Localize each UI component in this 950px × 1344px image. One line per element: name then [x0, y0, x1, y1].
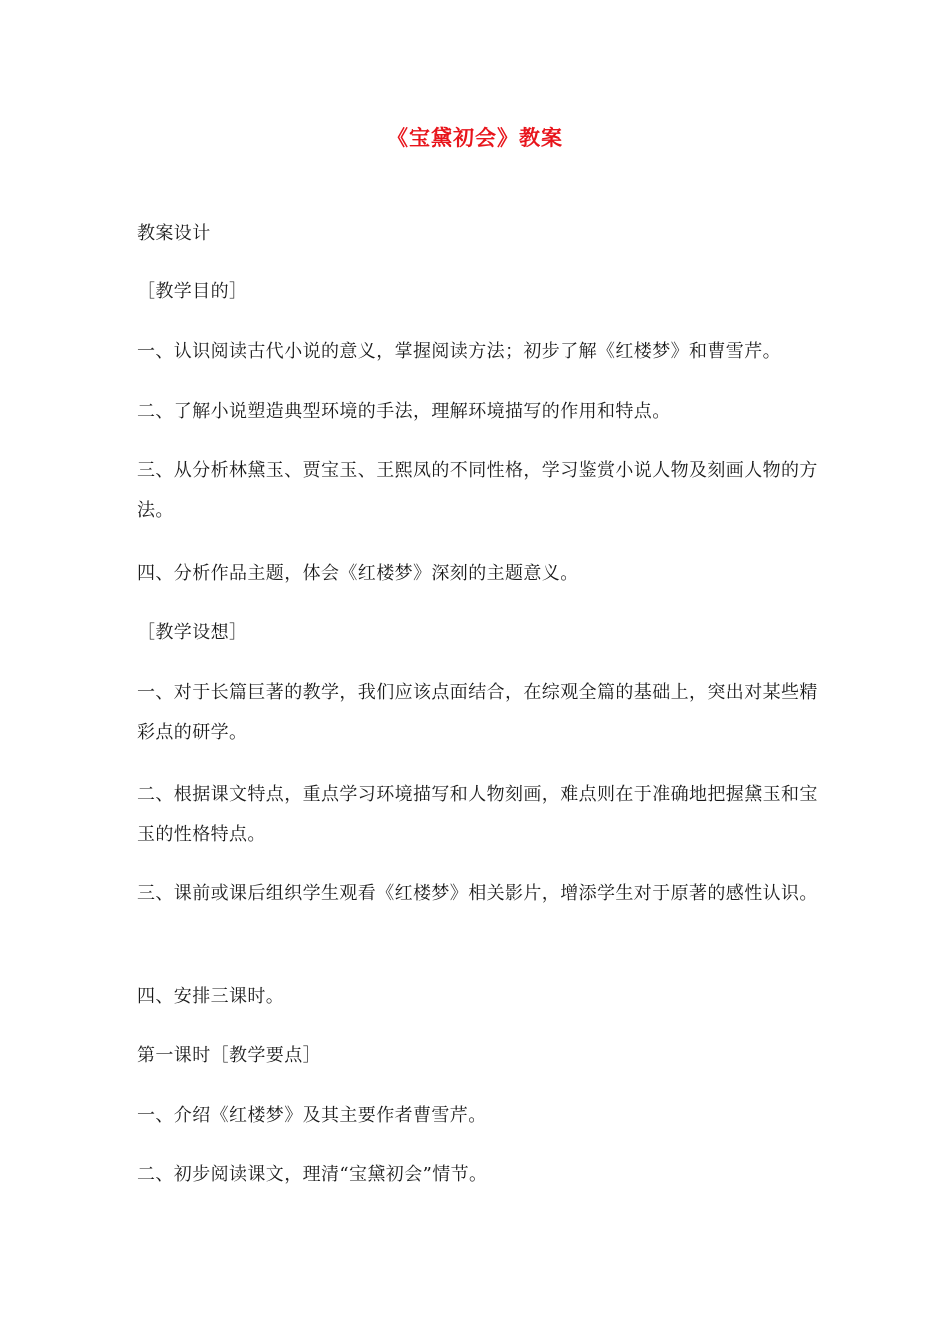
- plan-item-4: 四、安排三课时。: [137, 986, 285, 1007]
- objective-item-3: 三、从分析林黛玉、贾宝玉、王熙凤的不同性格，学习鉴赏小说人物及刻画人物的方法。: [137, 460, 818, 521]
- plan-item-1: 一、对于长篇巨著的教学，我们应该点面结合，在综观全篇的基础上，突出对某些精彩点的研学。: [137, 682, 818, 743]
- objective-item-2: 二、了解小说塑造典型环境的手法，理解环境描写的作用和特点。: [137, 401, 671, 422]
- section-heading-design: 教案设计: [137, 223, 211, 244]
- plan-item-3: 三、课前或课后组织学生观看《红楼梦》相关影片，增添学生对于原著的感性认识。: [137, 883, 818, 904]
- objective-item-1: 一、认识阅读古代小说的意义，掌握阅读方法；初步了解《红楼梦》和曹雪芹。: [137, 341, 781, 362]
- document-title: 《宝黛初会》教案: [387, 126, 563, 150]
- lesson1-item-2: 二、初步阅读课文，理清“宝黛初会”情节。: [137, 1164, 488, 1185]
- section-heading-plan: ［教学设想］: [137, 622, 248, 643]
- section-heading-objectives: ［教学目的］: [137, 281, 248, 302]
- plan-item-2: 二、根据课文特点，重点学习环境描写和人物刻画，难点则在于准确地把握黛玉和宝玉的性格特点。: [137, 784, 818, 845]
- section-heading-lesson1: 第一课时［教学要点］: [137, 1045, 321, 1066]
- lesson1-item-1: 一、介绍《红楼梦》及其主要作者曹雪芹。: [137, 1105, 487, 1126]
- objective-item-4: 四、分析作品主题，体会《红楼梦》深刻的主题意义。: [137, 563, 579, 584]
